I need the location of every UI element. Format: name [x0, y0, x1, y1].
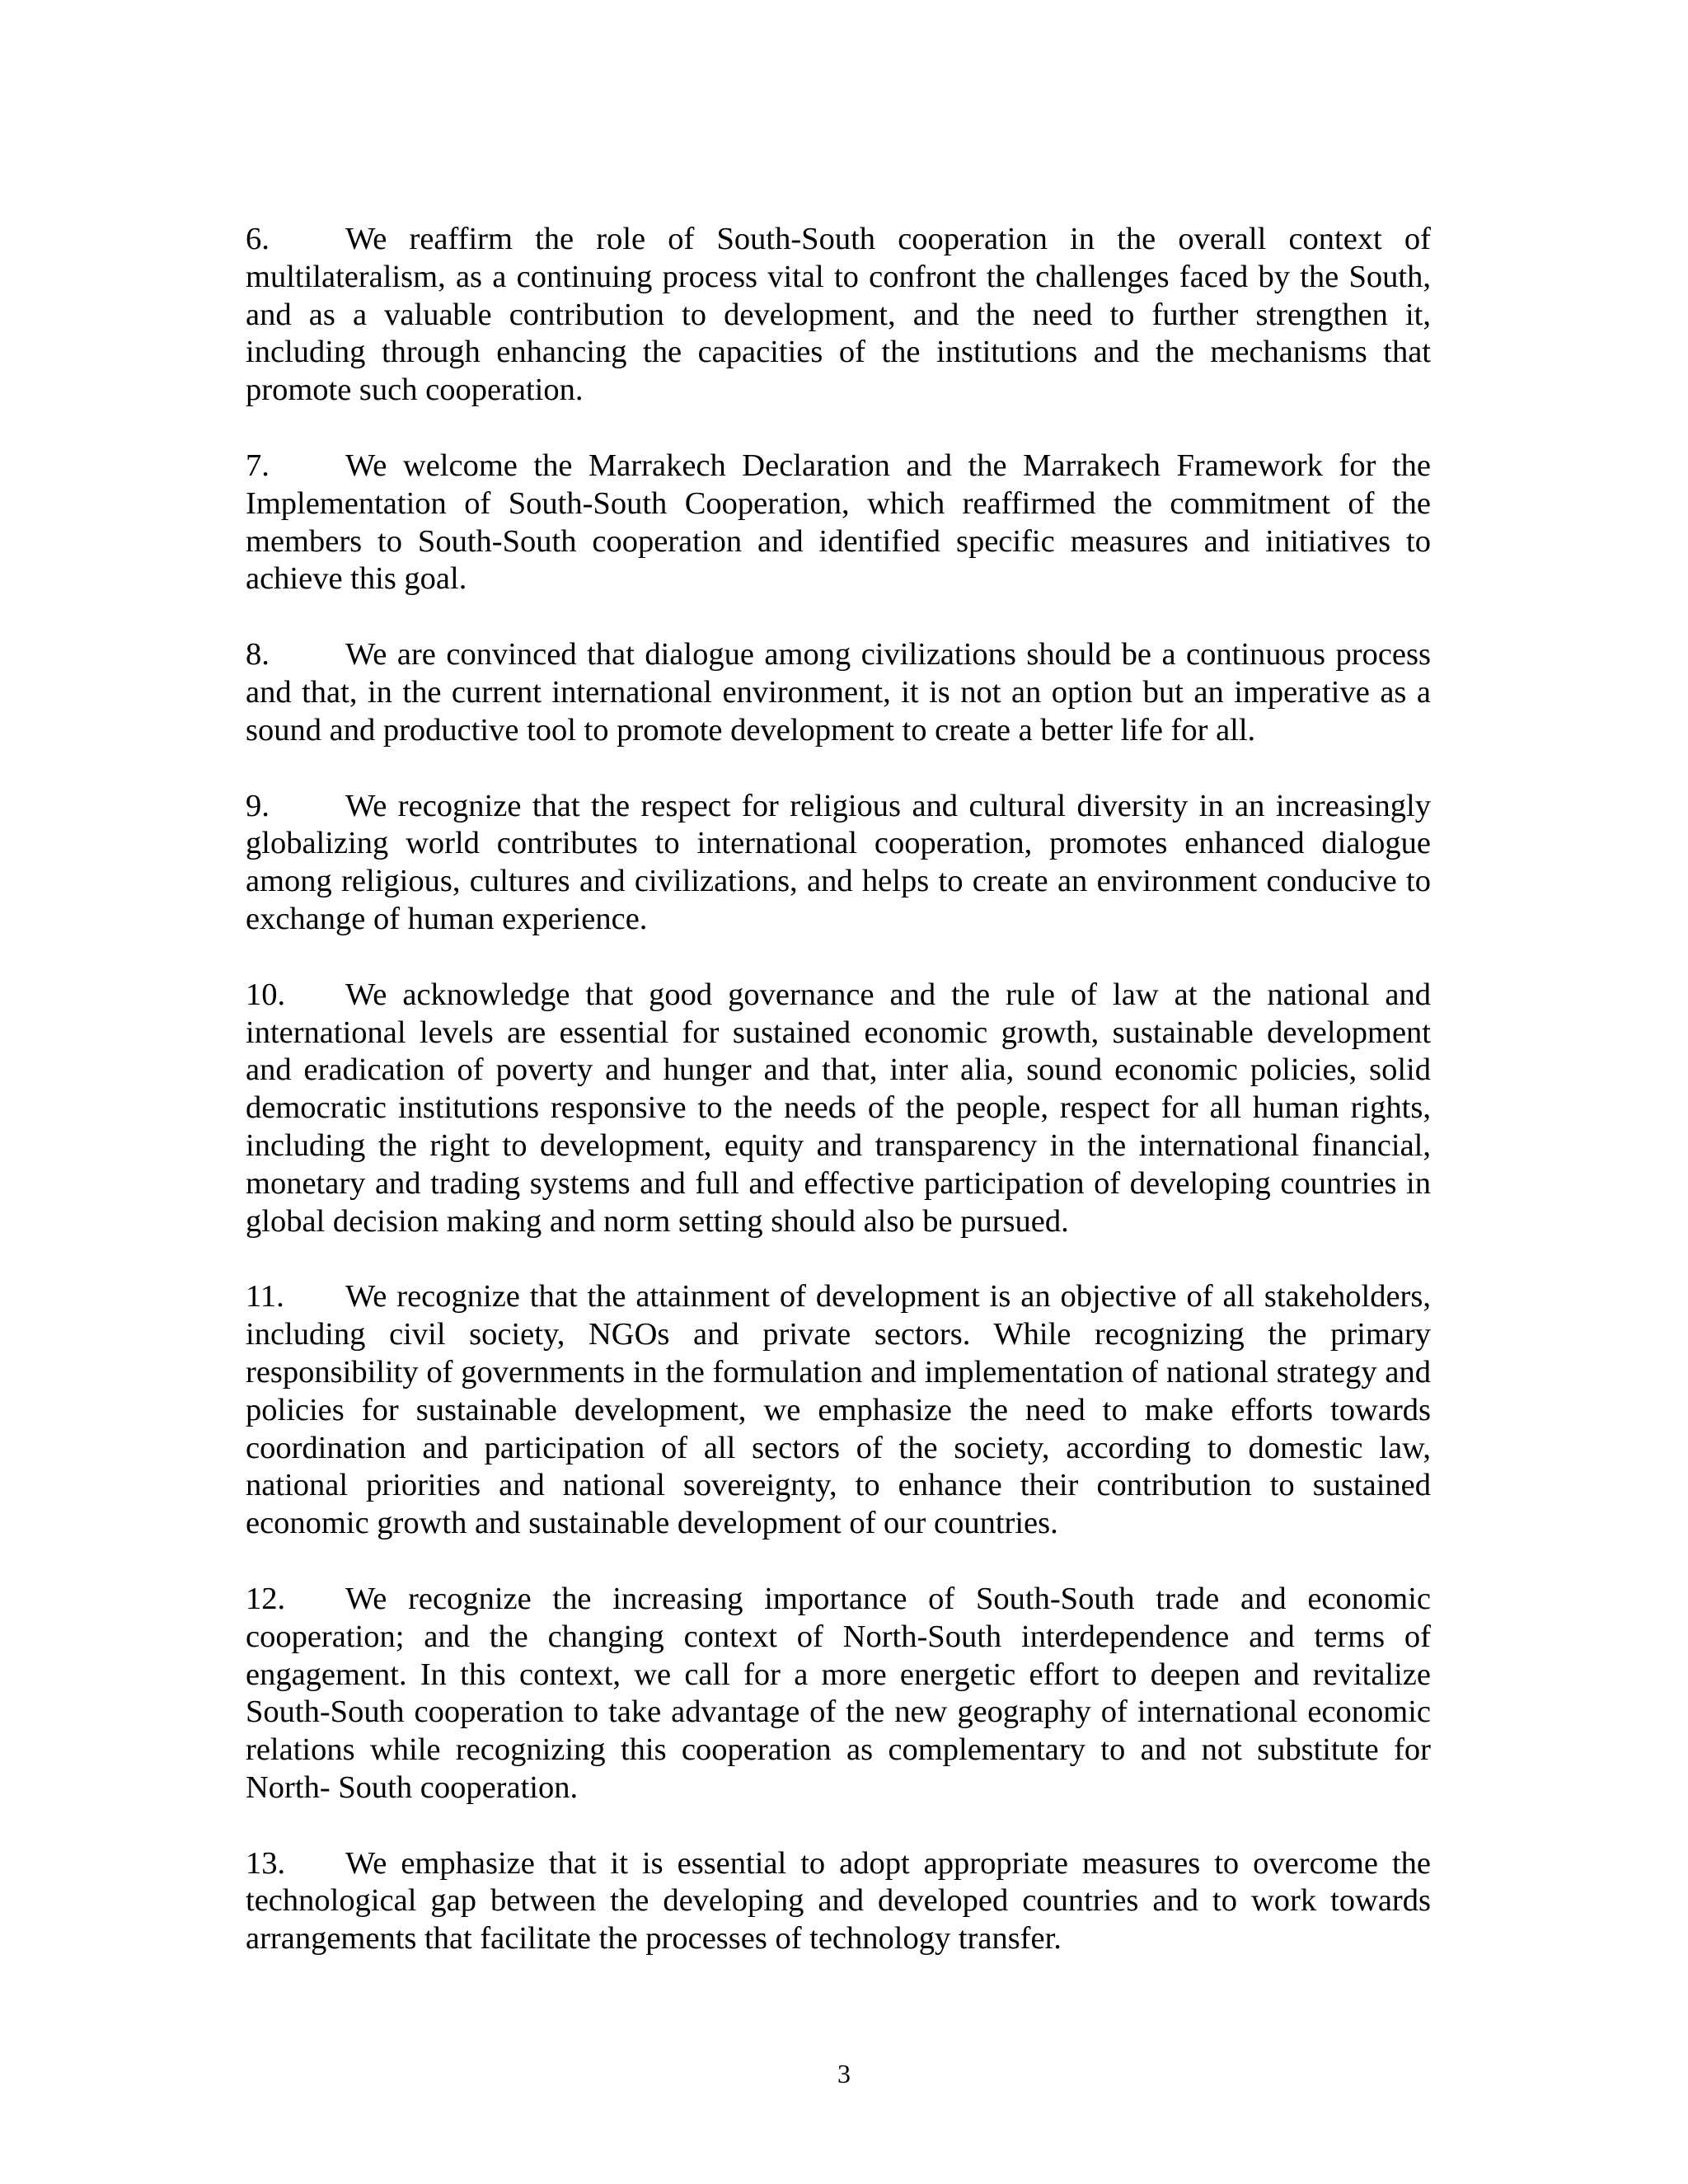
- paragraph-11: [246, 1278, 1431, 1543]
- paragraph-text: We recognize the increasing importance of South-South trade and economic cooperation; and the changing context of North-South interdependence and terms of engagement. In this context, we call for a more energetic effort to deepen and revitalize South-South cooperation to take advantage of the new geography of international economic relations while recognizing this cooperation as complementary to and not substitute for North- South cooperation.: [246, 1581, 1431, 1805]
- paragraph-12: [246, 1581, 1431, 1807]
- paragraph-number: 12.: [246, 1581, 286, 1616]
- paragraph-number: 6.: [246, 222, 270, 256]
- paragraph-text: We recognize that the respect for religious and cultural diversity in an increasingly globalizing world contributes to international cooperation, promotes enhanced dialogue among religious, cultures and civilizations, and helps to create an environment conducive to exchange of human experience.: [246, 788, 1431, 936]
- paragraph-text: We acknowledge that good governance and the rule of law at the national and international levels are essential for sustained economic growth, sustainable development and eradication of poverty and hunger and that, inter alia, sound economic policies, solid democratic institutions responsive to the needs of the people, respect for all human rights, including the right to development, equity and transparency in the international financial, monetary and trading systems and full and effective participation of developing countries in global decision making and norm setting should also be pursued.: [246, 977, 1431, 1239]
- paragraph-9: [246, 788, 1431, 939]
- paragraph-text: We are convinced that dialogue among civilizations should be a continuous process and that, in the current international environment, it is not an option but an imperative as a sound and productive tool to promote development to create a better life for all.: [246, 637, 1431, 748]
- paragraph-number: 13.: [246, 1845, 286, 1881]
- paragraph-text: We emphasize that it is essential to adopt appropriate measures to overcome the technological gap between the developing and developed countries and to work towards arrangements that facilitate the processes of technology transfer.: [246, 1845, 1431, 1957]
- page-number: 3: [837, 2059, 851, 2088]
- paragraph-number: 11.: [246, 1279, 284, 1315]
- paragraph-text: We welcome the Marrakech Declaration and the Marrakech Framework for the Implementation of South-South Cooperation, which reaffirmed the commitment of the members to South-South cooperation and identified specific measures and initiatives to achieve this goal.: [246, 448, 1431, 597]
- paragraph-6: [246, 221, 1431, 410]
- paragraph-number: 8.: [246, 637, 270, 673]
- paragraph-8: [246, 636, 1431, 749]
- paragraph-number: 7.: [246, 448, 270, 483]
- paragraph-text: We recognize that the attainment of development is an objective of all stakeholders, including civil society, NGOs and private sectors. While recognizing the primary responsibility of governments in the formulation and implementation of national strategy and policies for sustainable development, we emphasize the need to make efforts towards coordination and participation of all sectors of the society, according to domestic law, national priorities and national sovereignty, to enhance their contribution to sustained economic growth and sustainable development of our countries.: [246, 1279, 1431, 1541]
- paragraph-number: 9.: [246, 788, 270, 823]
- paragraph-7: [246, 448, 1431, 598]
- document-body: [246, 221, 1431, 1996]
- paragraph-13: [246, 1845, 1431, 1958]
- paragraph-text: We reaffirm the role of South-South cooperation in the overall context of multilateralism, as a continuing process vital to confront the challenges faced by the South, and as a valuable contribution to development, and the need to further strengthen it, including through enhancing the capacities of the institutions and the mechanisms that promote such cooperation.: [246, 222, 1431, 408]
- paragraph-number: 10.: [246, 977, 286, 1012]
- paragraph-10: [246, 977, 1431, 1241]
